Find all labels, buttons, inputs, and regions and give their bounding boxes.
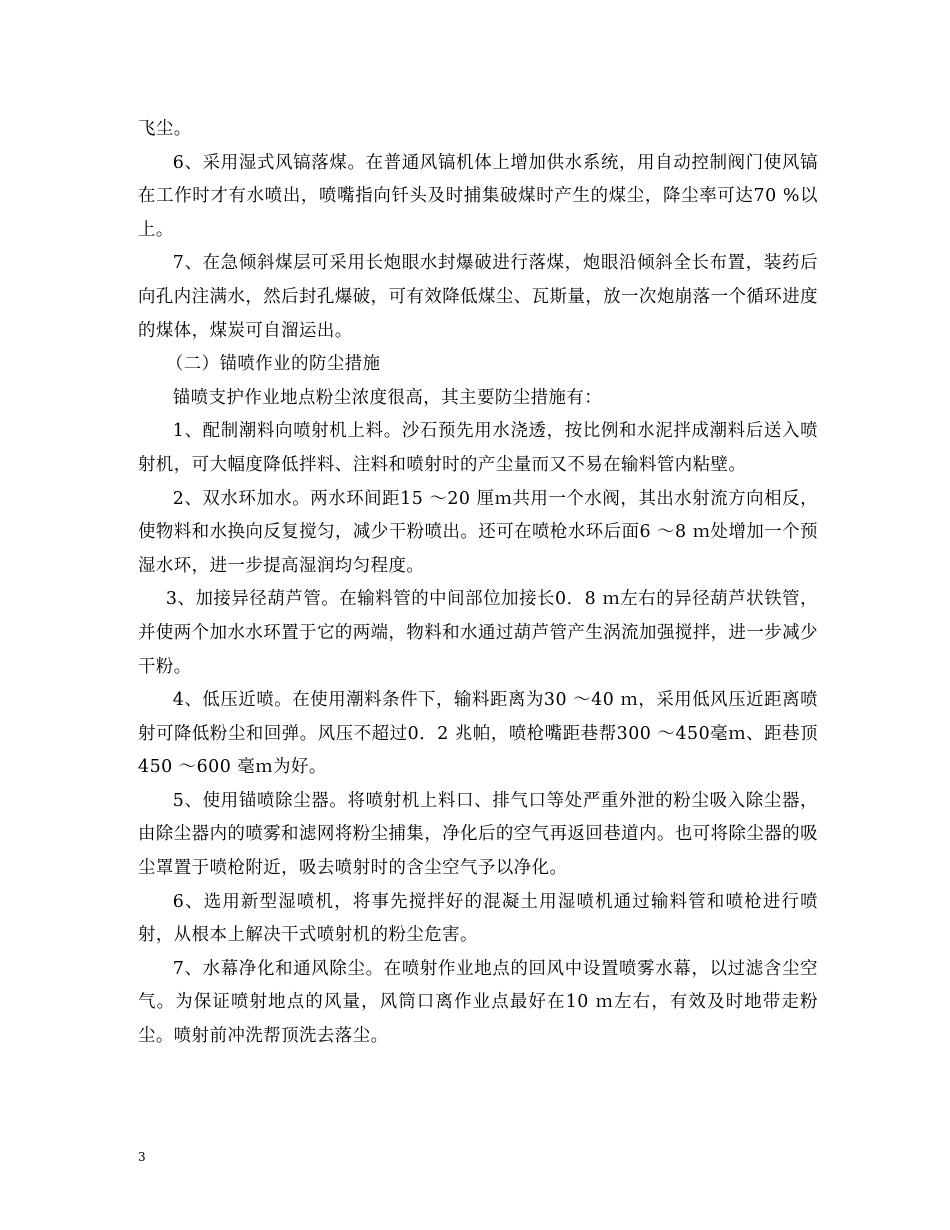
paragraph-item-2: 2、双水环加水。两水环间距15 ～20 厘ｍ共用一个水阀，其出水射流方向相反，使物料和水换向反复搅匀，减少干粉喷出。还可在喷枪水环后面6 ～8 ｍ处增加一个预湿水环，进一步提高湿润均匀程度。 <box>138 488 818 576</box>
paragraph-item-5: 5、使用锚喷除尘器。将喷射机上料口、排气口等处严重外泄的粉尘吸入除尘器，由除尘器内的喷雾和滤网将粉尘捕集，净化后的空气再返回巷道内。也可将除尘器的吸尘罩置于喷枪附近，吸去喷射时的含尘空气予以净化。 <box>138 790 818 879</box>
paragraph-item-6-wet-pick: 6、采用湿式风镐落煤。在普通风镐机体上增加供水系统，用自动控制阀门使风镐在工作时才有水喷出，喷嘴指向钎头及时捕集破煤时产生的煤尘，降尘率可达70 %以上。 <box>138 152 818 240</box>
paragraph-item-7: 7、水幕净化和通风除尘。在喷射作业地点的回风中设置喷雾水幕，以过滤含尘空气。为保证喷射地点的风量，风筒口离作业点最好在10 ｍ左右，有效及时地带走粉尘。喷射前冲洗帮顶洗去落尘。 <box>138 958 818 1047</box>
page-number: 3 <box>138 1150 146 1164</box>
section-heading: （二）锚喷作业的防尘措施 <box>165 354 381 375</box>
paragraph-continuation: 飞尘。 <box>138 119 192 139</box>
document-body <box>138 113 818 1054</box>
paragraph-item-1: 1、配制潮料向喷射机上料。沙石预先用水浇透，按比例和水泥拌成潮料后送入喷射机，可大幅度降低拌料、注料和喷射时的产尘量而又不易在输料管内粘壁。 <box>138 421 818 475</box>
paragraph-item-7-water-blasting: 7、在急倾斜煤层可采用长炮眼水封爆破进行落煤，炮眼沿倾斜全长布置，装药后向孔内注满水，然后封孔爆破，可有效降低煤尘、瓦斯量，放一次炮崩落一个循环进度的煤体，煤炭可自溜运出。 <box>138 253 818 341</box>
paragraph-section-intro: 锚喷支护作业地点粉尘浓度很高，其主要防尘措施有： <box>172 387 603 408</box>
paragraph-item-3: 3、加接异径葫芦管。在输料管的中间部位加接长0．8 ｍ左右的异径葫芦状铁管，并使两个加水水环置于它的两端，物料和水通过葫芦管产生涡流加强搅拌，进一步减少干粉。 <box>138 589 818 677</box>
paragraph-item-4: 4、低压近喷。在使用潮料条件下，输料距离为30 ～40 ｍ，采用低风压近距离喷射可降低粉尘和回弹。风压不超过0．2 兆帕，喷枪嘴距巷帮300 ～450毫ｍ、距巷顶450 ～600 毫ｍ为好。 <box>138 690 818 778</box>
paragraph-item-6: 6、选用新型湿喷机，将事先搅拌好的混凝土用湿喷机通过输料管和喷枪进行喷射，从根本上解决干式喷射机的粉尘危害。 <box>138 891 818 946</box>
